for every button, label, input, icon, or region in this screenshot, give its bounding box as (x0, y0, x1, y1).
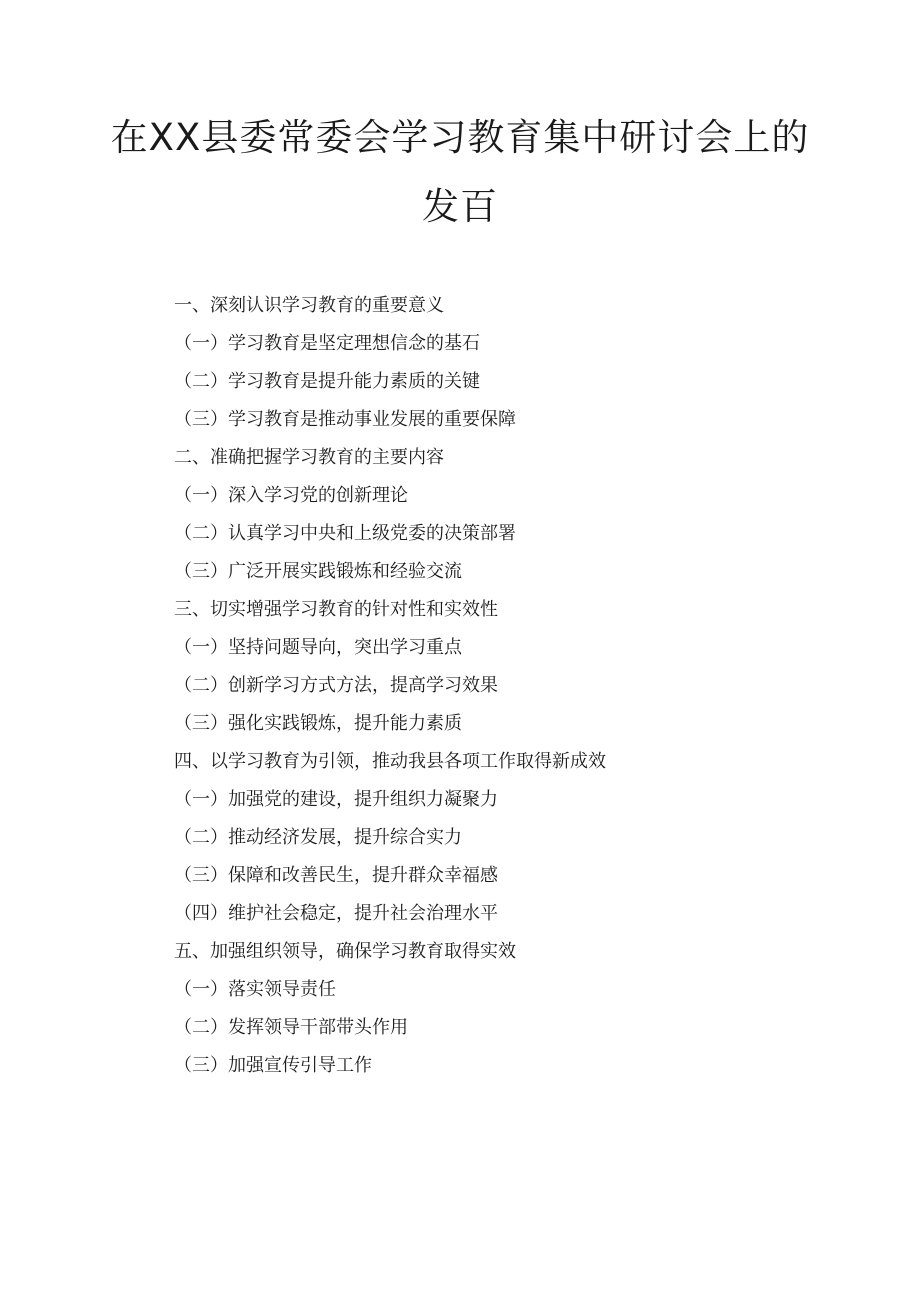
subsection-item: （三）学习教育是推动事业发展的重要保障 (174, 409, 516, 430)
section-heading-2: 二、准确把握学习教育的主要内容 (174, 447, 444, 468)
section-heading-3: 三、切实增强学习教育的针对性和实效性 (174, 599, 498, 620)
subsection-item: （二）发挥领导干部带头作用 (174, 1017, 408, 1038)
subsection-item: （二）学习教育是提升能力素质的关键 (174, 371, 480, 392)
subsection-item: （三）广泛开展实践锻炼和经验交流 (174, 561, 462, 582)
document-title-line-2: 发百 (422, 185, 498, 228)
subsection-item: （一）深入学习党的创新理论 (174, 485, 408, 506)
outline-list (174, 293, 874, 1091)
subsection-item: （二）推动经济发展，提升综合实力 (174, 827, 462, 848)
subsection-item: （一）学习教育是坚定理想信念的基石 (174, 333, 480, 354)
subsection-item: （三）加强宣传引导工作 (174, 1055, 372, 1076)
subsection-item: （三）强化实践锻炼，提升能力素质 (174, 713, 462, 734)
section-heading-1: 一、深刻认识学习教育的重要意义 (174, 295, 444, 316)
subsection-item: （一）落实领导责任 (174, 979, 336, 1000)
subsection-item: （一）加强党的建设，提升组织力凝聚力 (174, 789, 498, 810)
document-title-line-1: 在XX县委常委会学习教育集中研讨会上的 (110, 116, 810, 159)
subsection-item: （二）认真学习中央和上级党委的决策部署 (174, 523, 516, 544)
subsection-item: （一）坚持问题导向，突出学习重点 (174, 637, 462, 658)
subsection-item: （二）创新学习方式方法，提高学习效果 (174, 675, 498, 696)
subsection-item: （四）维护社会稳定，提升社会治理水平 (174, 903, 498, 924)
subsection-item: （三）保障和改善民生，提升群众幸福感 (174, 865, 498, 886)
section-heading-5: 五、加强组织领导，确保学习教育取得实效 (174, 941, 516, 962)
section-heading-4: 四、以学习教育为引领，推动我县各项工作取得新成效 (174, 751, 606, 772)
